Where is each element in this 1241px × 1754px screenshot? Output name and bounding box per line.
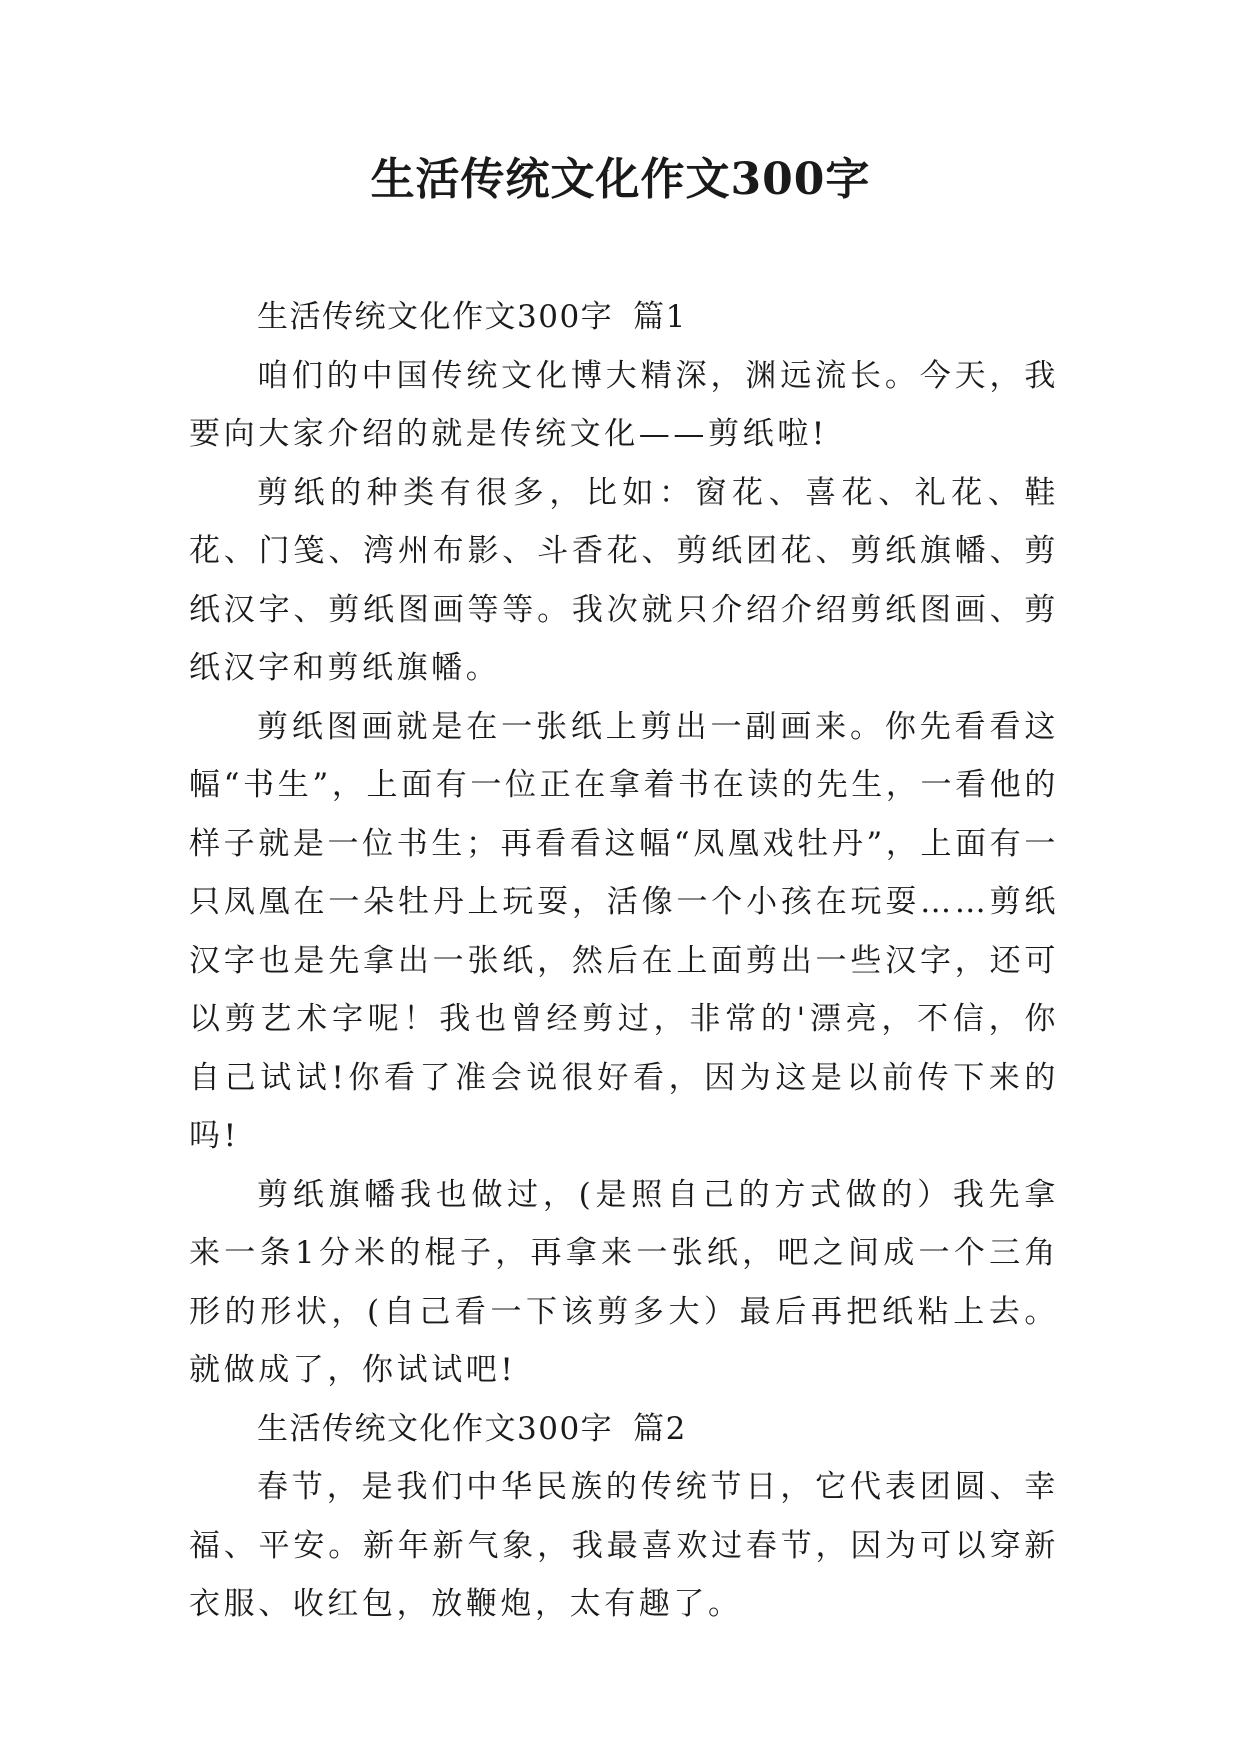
paragraph: 剪纸图画就是在一张纸上剪出一副画来。你先看看这幅“书生”，上面有一位正在拿着书在读的先生，一看他的样子就是一位书生；再看看这幅“凤凰戏牡丹”，上面有一只凤凰在一朵牡丹上玩耍，活像一个小孩在玩耍……剪纸汉字也是先拿出一张纸，然后在上面剪出一些汉字，还可以剪艺术字呢！我也曾经剪过，非常的'漂亮，不信，你自己试试!你看了准会说很好看，因为这是以前传下来的吗! bbox=[189, 708, 1059, 1154]
section-heading-part: 篇2 bbox=[633, 1410, 687, 1447]
section-heading-2 bbox=[189, 1400, 1059, 1459]
paragraph: 春节，是我们中华民族的传统节日，它代表团圆、幸福、平安。新年新气象，我最喜欢过春节，因为可以穿新衣服、收红包，放鞭炮，太有趣了。 bbox=[189, 1469, 1059, 1622]
document-body bbox=[189, 288, 1059, 1634]
section-heading-text: 生活传统文化作文300字 bbox=[257, 1410, 614, 1447]
page-title: 生活传统文化作文300字 bbox=[370, 154, 871, 205]
section-heading-text: 生活传统文化作文300字 bbox=[257, 299, 614, 335]
paragraph: 剪纸旗幡我也做过，(是照自己的方式做的）我先拿来一条1分米的棍子，再拿来一张纸，吧之间成一个三角形的形状，(自己看一下该剪多大）最后再把纸粘上去。就做成了，你试试吧! bbox=[189, 1176, 1059, 1388]
paragraph: 咱们的中国传统文化博大精深，渊远流长。今天，我要向大家介绍的就是传统文化——剪纸啦! bbox=[189, 357, 1059, 452]
section-heading-1 bbox=[189, 288, 1059, 347]
paragraph: 剪纸的种类有很多，比如：窗花、喜花、礼花、鞋花、门笺、湾州布影、斗香花、剪纸团花、剪纸旗幡、剪纸汉字、剪纸图画等等。我次就只介绍介绍剪纸图画、剪纸汉字和剪纸旗幡。 bbox=[189, 474, 1059, 686]
section-heading-part: 篇1 bbox=[633, 299, 687, 335]
